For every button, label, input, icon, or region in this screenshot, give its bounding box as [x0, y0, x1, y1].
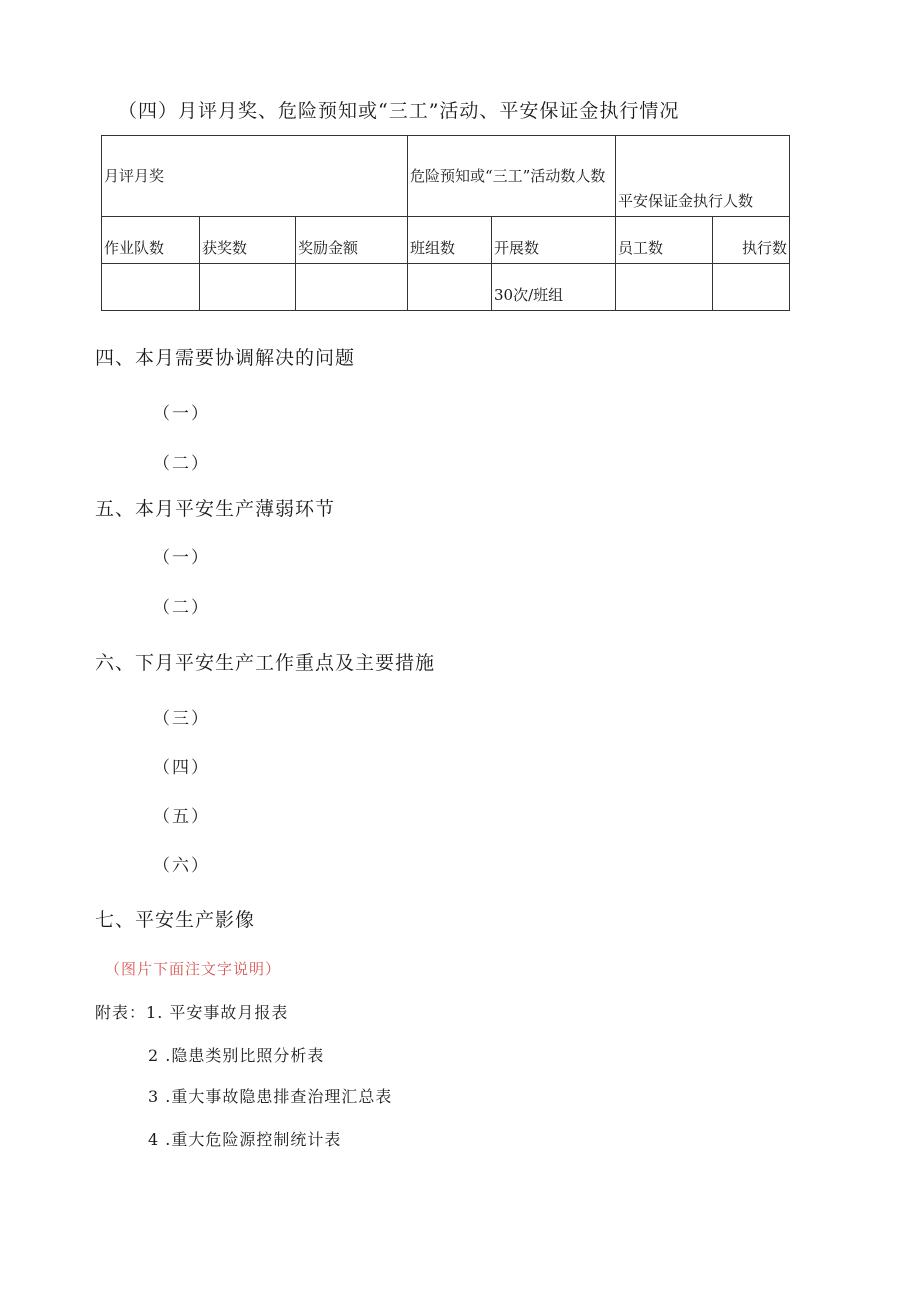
col-header-teams: 作业队数	[102, 217, 200, 264]
section-5-title: 五、本月平安生产薄弱环节	[95, 498, 336, 520]
section-6-item-3: （三）	[153, 709, 210, 729]
col-header-conducted: 开展数	[492, 217, 616, 264]
section-5-item-2: （二）	[153, 598, 210, 618]
attachment-item-1: 1. 平安事故月报表	[146, 1003, 289, 1022]
attachment-label: 附表：	[95, 1003, 147, 1022]
section-4-title: 四、本月需要协调解决的问题	[95, 347, 356, 369]
attachment-list	[95, 1000, 288, 1023]
monthly-award-header: 月评月奖	[102, 136, 408, 217]
table-column-header-row	[102, 217, 790, 264]
deposit-header: 平安保证金执行人数	[616, 136, 790, 217]
attachment-item-2: 2 .隐患类别比照分析表	[148, 1046, 325, 1065]
col-header-award-amount: 奖励金额	[296, 217, 408, 264]
col-header-awards: 获奖数	[200, 217, 296, 264]
cell-conducted: 30次/班组	[492, 264, 616, 311]
cell-groups	[408, 264, 492, 311]
attachment-item-4: 4 .重大危险源控制统计表	[148, 1130, 342, 1149]
cell-employees	[616, 264, 713, 311]
cell-awards	[200, 264, 296, 311]
cell-executed	[713, 264, 790, 311]
table-row	[102, 264, 790, 311]
section-6-title: 六、下月平安生产工作重点及主要措施	[95, 652, 436, 674]
attachment-item-3: 3 .重大事故隐患排查治理汇总表	[148, 1087, 393, 1106]
section-4-item-2: （二）	[153, 454, 210, 474]
section-6-item-4: （四）	[153, 758, 210, 778]
col-header-executed: 执行数	[713, 217, 790, 264]
section-6-item-5: （五）	[153, 807, 210, 827]
table-group-header-row	[102, 136, 790, 217]
col-header-employees: 员工数	[616, 217, 713, 264]
activity-table	[101, 135, 790, 311]
section-6-item-6: （六）	[153, 856, 210, 876]
section-5-item-1: （一）	[153, 548, 210, 568]
cell-award-amount	[296, 264, 408, 311]
section-title: （四）月评月奖、危险预知或“三工”活动、平安保证金执行情况	[118, 100, 680, 122]
risk-activity-header: 危险预知或“三工”活动数人数	[408, 136, 616, 217]
cell-teams	[102, 264, 200, 311]
section-4-item-1: （一）	[153, 404, 210, 424]
col-header-groups: 班组数	[408, 217, 492, 264]
section-7-title: 七、平安生产影像	[95, 909, 256, 931]
image-caption-note: （图片下面注文字说明）	[105, 960, 282, 978]
